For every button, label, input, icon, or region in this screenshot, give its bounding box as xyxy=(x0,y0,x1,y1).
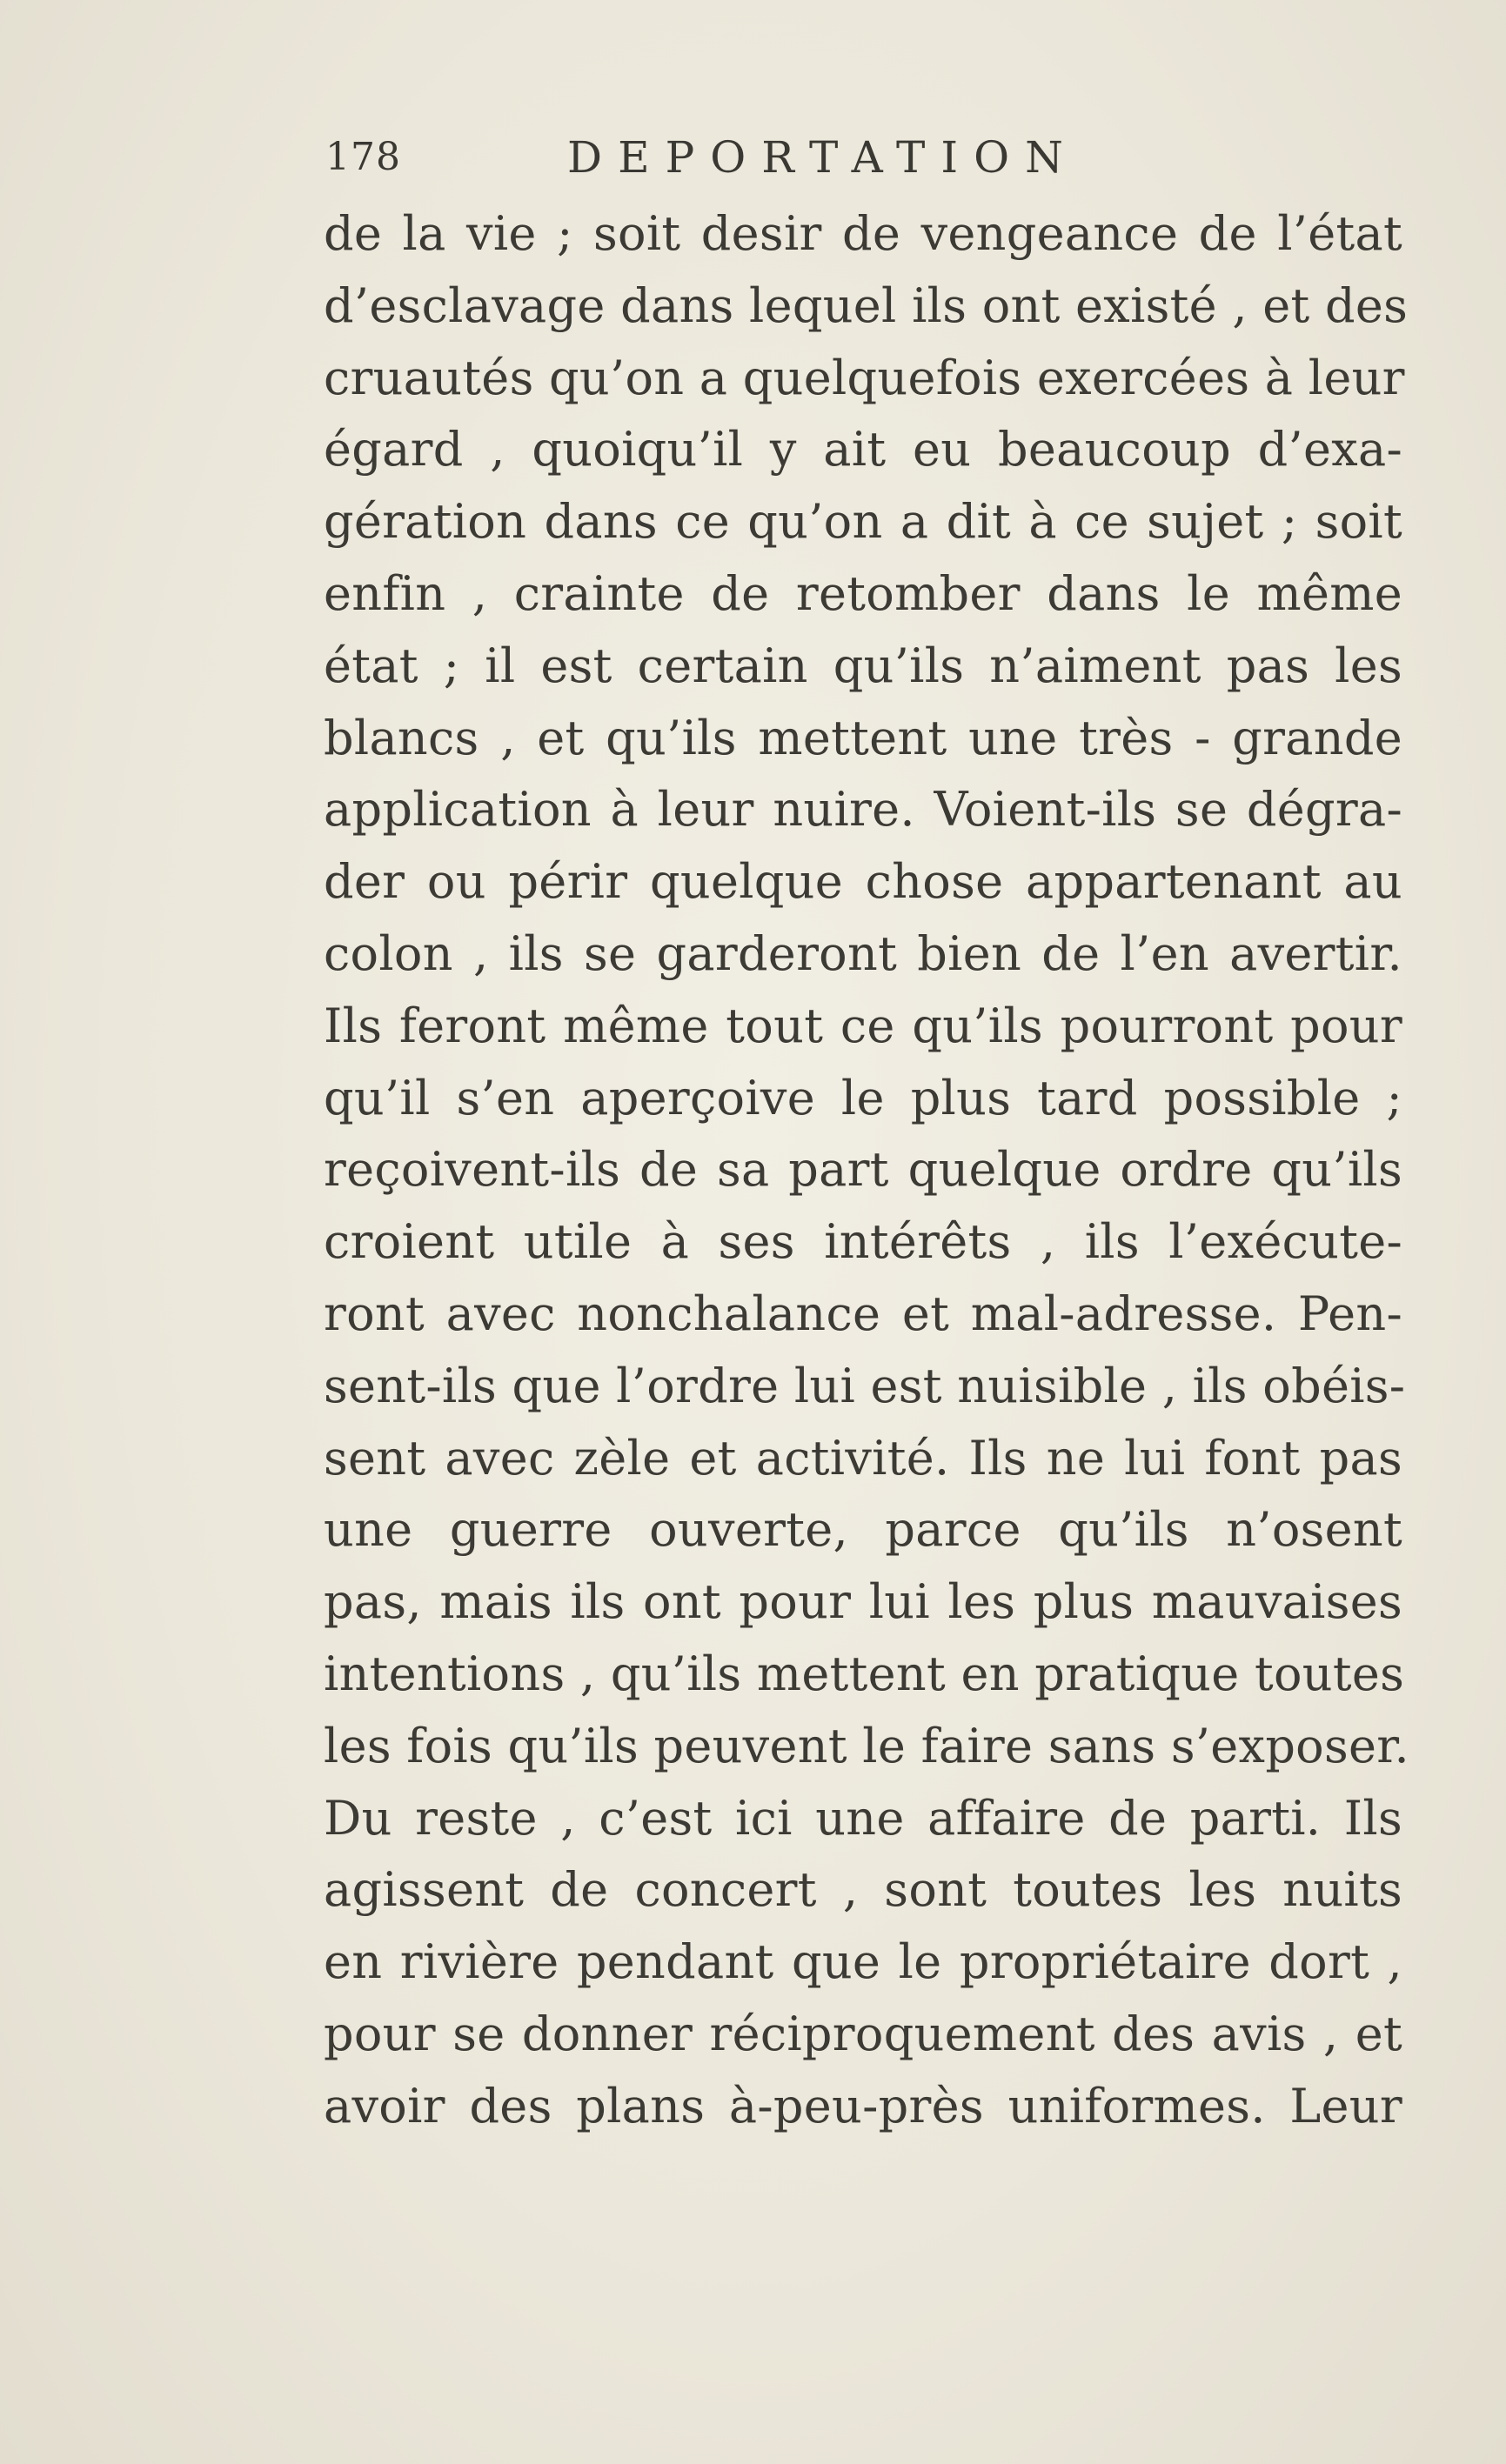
text-line: en rivière pendant que le propriétaire dort , xyxy=(324,1934,1402,1990)
text-line: ront avec nonchalance et mal-adresse. Pen- xyxy=(324,1285,1402,1341)
text-line: sent avec zèle et activité. Ils ne lui font pas xyxy=(324,1430,1402,1486)
text-line: reçoivent-ils de sa part quelque ordre qu’ils xyxy=(324,1142,1402,1198)
text-line: sent-ils que l’ordre lui est nuisible , ils obéis- xyxy=(324,1358,1406,1413)
text-line: der ou périr quelque chose appartenant au xyxy=(324,854,1402,910)
text-line: une guerre ouverte, parce qu’ils n’osent xyxy=(324,1502,1402,1558)
page-number: 178 xyxy=(325,135,401,179)
text-line: cruautés qu’on a quelquefois exercées à leur xyxy=(324,350,1405,405)
text-line: colon , ils se garderont bien de l’en avertir. xyxy=(324,925,1402,981)
text-line: intentions , qu’ils mettent en pratique toutes xyxy=(324,1646,1405,1701)
body-text xyxy=(324,198,1409,2143)
text-line: croient utile à ses intérêts , ils l’exécute- xyxy=(324,1214,1402,1270)
text-line: état ; il est certain qu’ils n’aiment pas les xyxy=(324,638,1402,693)
text-line: avoir des plans à-peu-près uniformes. Leur xyxy=(324,2078,1402,2133)
text-line: Du reste , c’est ici une affaire de parti. Ils xyxy=(324,1790,1402,1846)
text-line: gération dans ce qu’on a dit à ce sujet ; soit xyxy=(324,494,1402,550)
text-line: enfin , crainte de retomber dans le même xyxy=(324,565,1402,621)
text-line: qu’il s’en aperçoive le plus tard possible ; xyxy=(324,1070,1402,1125)
running-title: DEPORTATION xyxy=(567,132,1079,183)
text-line: blancs , et qu’ils mettent une très - grande xyxy=(324,710,1402,765)
text-line: d’esclavage dans lequel ils ont existé , et des xyxy=(324,277,1409,333)
text-line: pas, mais ils ont pour lui les plus mauvaises xyxy=(324,1574,1402,1630)
text-line: les fois qu’ils peuvent le faire sans s’exposer. xyxy=(324,1718,1409,1773)
text-line: pour se donner réciproquement des avis , et xyxy=(324,2006,1402,2061)
text-line: Ils feront même tout ce qu’ils pourront pour xyxy=(324,998,1402,1053)
text-line: égard , quoiqu’il y ait eu beaucoup d’exa- xyxy=(324,422,1402,477)
text-line: application à leur nuire. Voient-ils se dégra- xyxy=(324,782,1402,838)
text-line: de la vie ; soit desir de vengeance de l’état xyxy=(324,206,1402,261)
text-line: agissent de concert , sont toutes les nuits xyxy=(324,1862,1402,1918)
page-header xyxy=(325,127,1195,188)
